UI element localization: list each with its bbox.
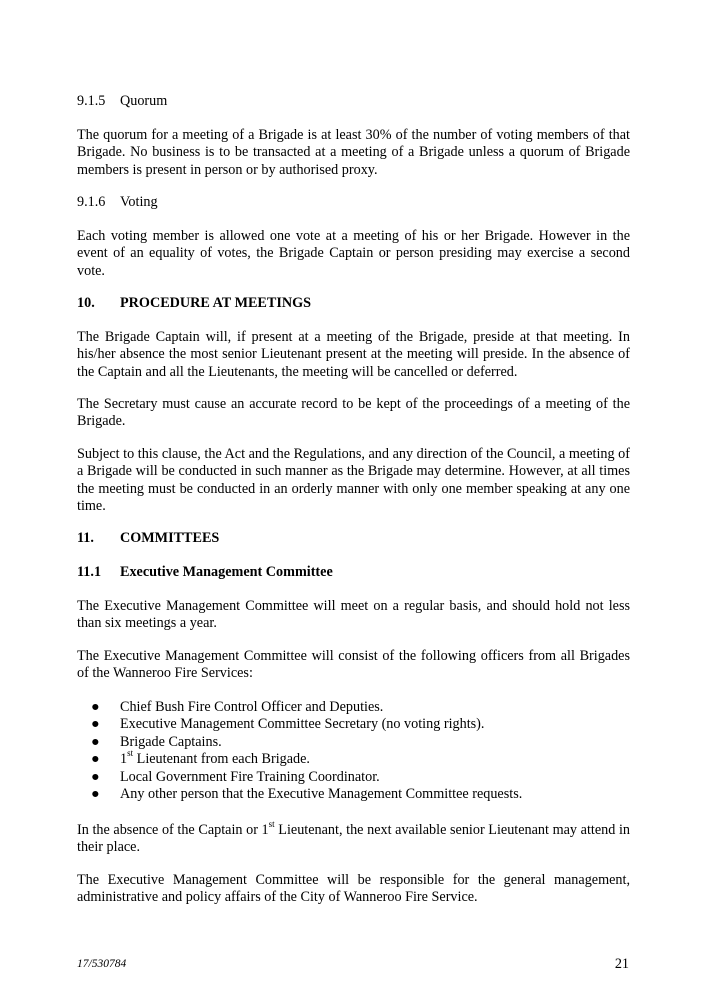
section-title: Executive Management Committee	[120, 564, 333, 580]
section-number: 9.1.6	[77, 194, 106, 210]
paragraph-emc-responsibility: The Executive Management Committee will be responsible for the general management, administrative and policy affairs of the City of Wanneroo Fire Service.	[77, 872, 630, 906]
section-9-1-5-heading	[77, 93, 167, 110]
section-11-1-heading	[77, 564, 333, 581]
bullet-icon: ●	[91, 699, 100, 715]
section-11-heading	[77, 530, 219, 547]
section-9-1-6-heading	[77, 194, 158, 211]
paragraph-absence: In the absence of the Captain or 1st Lieutenant, the next available senior Lieutenant may attend in their place.	[77, 819, 630, 856]
list-item: ● 1st Lieutenant from each Brigade.	[91, 748, 310, 768]
paragraph-procedure-2: The Secretary must cause an accurate record to be kept of the proceedings of a meeting of the Brigade.	[77, 396, 630, 430]
officer-list	[77, 699, 630, 803]
paragraph-emc-meetings: The Executive Management Committee will meet on a regular basis, and should hold not less than six meetings a year.	[77, 598, 630, 632]
bullet-icon: ●	[91, 786, 100, 803]
section-10-heading	[77, 295, 311, 312]
paragraph-voting: Each voting member is allowed one vote at a meeting of his or her Brigade. However in the event of an equality of votes, the Brigade Captain or person presiding may exercise a second vote.	[77, 228, 630, 279]
section-number: 10.	[77, 295, 95, 311]
page-number: 21	[614, 956, 629, 972]
list-item: ● Any other person that the Executive Management Committee requests.	[91, 786, 523, 803]
section-title: PROCEDURE AT MEETINGS	[120, 295, 312, 311]
paragraph-procedure-1: The Brigade Captain will, if present at a meeting of the Brigade, preside at that meeting. In his/her absence the most senior Lieutenant present at the meeting will preside. In the absence of the Captain and all the Lieutenants, the meeting will be cancelled or deferred.	[77, 329, 630, 380]
section-title: COMMITTEES	[120, 530, 220, 546]
section-number: 11.1	[77, 564, 102, 580]
section-title: Voting	[120, 194, 158, 210]
list-item: ● Chief Bush Fire Control Officer and Deputies.	[91, 699, 384, 715]
paragraph-procedure-3: Subject to this clause, the Act and the Regulations, and any direction of the Council, a meeting of a Brigade will be conducted in such manner as the Brigade may determine. However, at all times the meeting must be conducted in an orderly manner with only one member speaking at any one time.	[77, 446, 630, 515]
document-reference: 17/530784	[77, 958, 127, 970]
section-title: Quorum	[120, 93, 168, 109]
bullet-icon: ●	[91, 768, 100, 785]
paragraph-emc-composition: The Executive Management Committee will consist of the following officers from all Brigades of the Wanneroo Fire Services:	[77, 648, 630, 682]
section-number: 9.1.5	[77, 93, 106, 109]
list-item: ● Executive Management Committee Secretary (no voting rights).	[91, 716, 485, 733]
list-item: ● Brigade Captains.	[91, 733, 222, 750]
list-item: ● Local Government Fire Training Coordinator.	[91, 768, 380, 785]
paragraph-quorum: The quorum for a meeting of a Brigade is at least 30% of the number of voting members of that Brigade. No business is to be transacted at a meeting of a Brigade unless a quorum of Brigade members is present in person or by authorised proxy.	[77, 127, 630, 178]
bullet-icon: ●	[91, 751, 100, 768]
bullet-icon: ●	[91, 716, 100, 733]
bullet-icon: ●	[91, 733, 100, 750]
section-number: 11.	[77, 530, 94, 546]
